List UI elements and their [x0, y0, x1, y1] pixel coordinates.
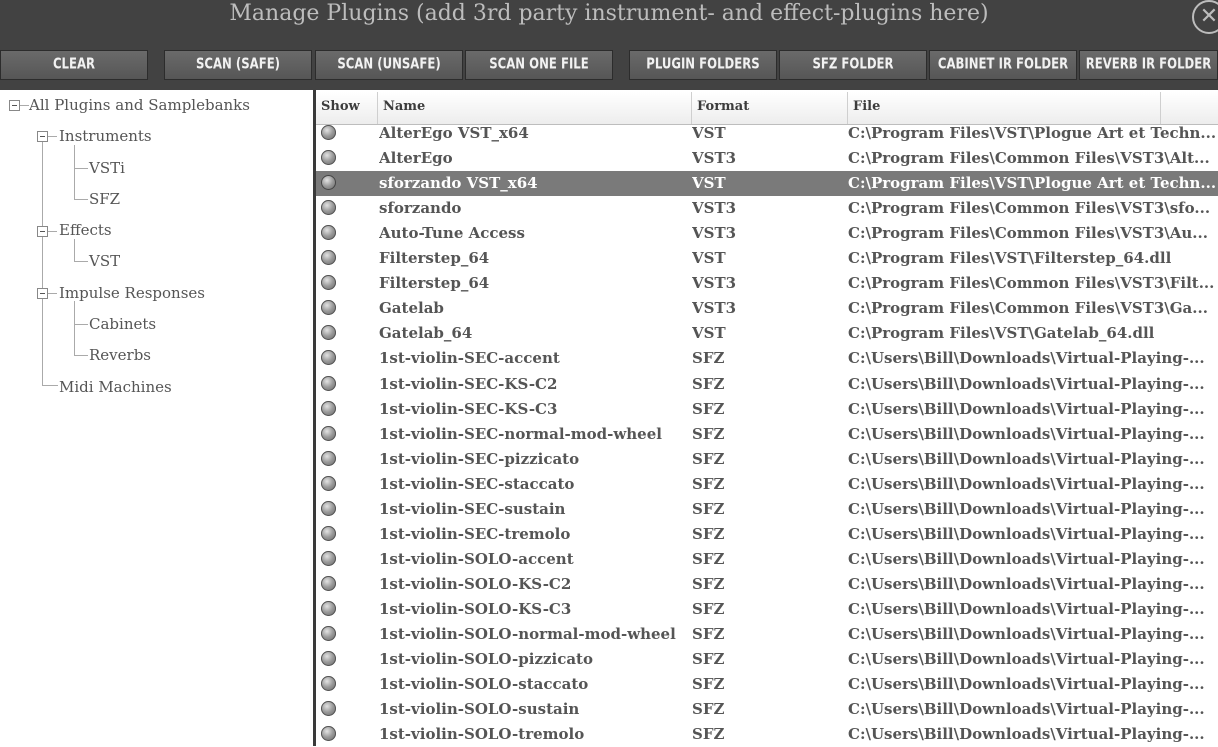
show-toggle-icon[interactable] — [321, 225, 336, 240]
show-toggle-icon[interactable] — [321, 626, 336, 641]
table-row[interactable] — [316, 246, 1218, 271]
show-toggle-icon[interactable] — [321, 676, 336, 691]
show-toggle-icon[interactable] — [321, 200, 336, 215]
plugin-folders-button[interactable]: PLUGIN FOLDERS — [629, 50, 777, 80]
table-row[interactable] — [316, 472, 1218, 497]
show-toggle-icon[interactable] — [321, 451, 336, 466]
table-row[interactable] — [316, 321, 1218, 346]
table-row[interactable] — [316, 597, 1218, 622]
collapse-icon[interactable] — [9, 100, 20, 111]
plugin-tree — [0, 90, 313, 746]
plugin-file-path: C:\Users\Bill\Downloads\Virtual-Playing-... — [848, 549, 1205, 568]
title-bar — [0, 0, 1218, 46]
show-toggle-icon[interactable] — [321, 726, 336, 741]
plugin-format: VST3 — [692, 299, 737, 318]
table-row[interactable] — [316, 171, 1218, 196]
show-toggle-icon[interactable] — [321, 551, 336, 566]
plugin-file-path: C:\Program Files\Common Files\VST3\Alt... — [848, 149, 1210, 168]
plugin-file-path: C:\Users\Bill\Downloads\Virtual-Playing-... — [848, 449, 1205, 468]
show-toggle-icon[interactable] — [321, 150, 336, 165]
plugin-file-path: C:\Users\Bill\Downloads\Virtual-Playing-... — [848, 499, 1205, 518]
plugin-name: 1st-violin-SOLO-sustain — [379, 700, 580, 719]
plugin-format: VST3 — [692, 274, 737, 293]
table-row[interactable] — [316, 271, 1218, 296]
plugin-format: VST3 — [692, 199, 737, 218]
plugin-format: VST3 — [692, 224, 737, 243]
plugin-format: VST — [692, 124, 726, 142]
plugin-name: Filterstep_64 — [379, 274, 490, 293]
show-toggle-icon[interactable] — [321, 325, 336, 340]
collapse-icon[interactable] — [37, 288, 48, 299]
plugin-name: 1st-violin-SOLO-tremolo — [379, 725, 585, 744]
plugin-name: 1st-violin-SEC-KS-C2 — [379, 374, 558, 393]
plugin-name: 1st-violin-SEC-KS-C3 — [379, 399, 558, 418]
show-toggle-icon[interactable] — [321, 476, 336, 491]
tree-item-impulse-responses[interactable]: Impulse Responses — [59, 284, 205, 302]
cabinet-ir-folder-button[interactable]: CABINET IR FOLDER — [929, 50, 1077, 80]
plugin-format: SFZ — [692, 650, 725, 669]
show-toggle-icon[interactable] — [321, 125, 336, 140]
toolbar — [0, 46, 1218, 90]
table-row[interactable] — [316, 647, 1218, 672]
plugin-file-path: C:\Program Files\Common Files\VST3\Filt... — [848, 274, 1215, 293]
plugin-format: SFZ — [692, 349, 725, 368]
column-header-show[interactable]: Show — [316, 92, 378, 124]
plugin-name: sforzando — [379, 199, 462, 218]
tree-item-vst[interactable]: VST — [89, 252, 121, 270]
plugin-file-path: C:\Users\Bill\Downloads\Virtual-Playing-... — [848, 650, 1205, 669]
show-toggle-icon[interactable] — [321, 376, 336, 391]
plugin-format: SFZ — [692, 625, 725, 643]
window-title: Manage Plugins (add 3rd party instrument- and effect-plugins here) — [229, 1, 989, 26]
tree-item-vsti[interactable]: VSTi — [89, 159, 125, 177]
table-row[interactable] — [316, 622, 1218, 647]
plugin-file-path: C:\Program Files\VST\Gatelab_64.dll — [848, 324, 1155, 343]
plugin-file-path: C:\Program Files\Common Files\VST3\sfo... — [848, 199, 1211, 218]
table-row[interactable] — [316, 121, 1218, 146]
plugin-format: VST3 — [692, 149, 737, 168]
plugin-file-path: C:\Users\Bill\Downloads\Virtual-Playing-... — [848, 524, 1205, 543]
column-header-name[interactable]: Name — [378, 92, 692, 124]
tree-item-sfz[interactable]: SFZ — [89, 190, 121, 208]
plugin-file-path: C:\Program Files\VST\Plogue Art et Techn... — [848, 174, 1216, 193]
show-toggle-icon[interactable] — [321, 501, 336, 516]
table-row[interactable] — [316, 196, 1218, 221]
plugin-name: 1st-violin-SOLO-accent — [379, 549, 574, 568]
plugin-file-path: C:\Program Files\Common Files\VST3\Ga... — [848, 299, 1208, 318]
plugin-file-path: C:\Users\Bill\Downloads\Virtual-Playing-... — [848, 349, 1205, 368]
show-toggle-icon[interactable] — [321, 651, 336, 666]
plugin-format: SFZ — [692, 599, 725, 618]
table-row[interactable] — [316, 522, 1218, 547]
plugin-format: SFZ — [692, 675, 725, 694]
plugin-format: SFZ — [692, 499, 725, 518]
plugin-name: AlterEgo VST_x64 — [379, 124, 529, 142]
plugin-format: SFZ — [692, 524, 725, 543]
plugin-file-path: C:\Users\Bill\Downloads\Virtual-Playing-... — [848, 599, 1205, 618]
scan-unsafe-button[interactable]: SCAN (UNSAFE) — [315, 50, 463, 80]
show-toggle-icon[interactable] — [321, 250, 336, 265]
table-row[interactable] — [316, 572, 1218, 597]
tree-item-reverbs[interactable]: Reverbs — [89, 346, 151, 364]
plugin-format: SFZ — [692, 725, 725, 744]
plugin-file-path: C:\Users\Bill\Downloads\Virtual-Playing-... — [848, 374, 1205, 393]
table-row[interactable] — [316, 497, 1218, 522]
collapse-icon[interactable] — [37, 226, 48, 237]
plugin-file-path: C:\Users\Bill\Downloads\Virtual-Playing-... — [848, 574, 1205, 593]
close-icon[interactable]: ✕ — [1192, 0, 1218, 34]
plugin-name: 1st-violin-SOLO-pizzicato — [379, 650, 593, 669]
tree-item-cabinets[interactable]: Cabinets — [89, 315, 157, 333]
show-toggle-icon[interactable] — [321, 350, 336, 365]
plugin-file-path: C:\Users\Bill\Downloads\Virtual-Playing-... — [848, 625, 1205, 643]
plugin-name: 1st-violin-SEC-staccato — [379, 474, 575, 493]
plugin-name: AlterEgo — [379, 149, 453, 168]
tree-item-all[interactable]: All Plugins and Samplebanks — [29, 96, 250, 114]
tree-item-effects[interactable]: Effects — [59, 221, 112, 239]
table-row[interactable] — [316, 346, 1218, 371]
sfz-folder-button[interactable]: SFZ FOLDER — [779, 50, 927, 80]
show-toggle-icon[interactable] — [321, 275, 336, 290]
plugin-file-path: C:\Program Files\VST\Plogue Art et Techn... — [848, 124, 1216, 142]
clear-button[interactable]: CLEAR — [0, 50, 148, 80]
plugin-name: 1st-violin-SEC-accent — [379, 349, 560, 368]
column-header-format[interactable]: Format — [692, 92, 848, 124]
plugin-name: 1st-violin-SEC-tremolo — [379, 524, 571, 543]
plugin-file-path: C:\Users\Bill\Downloads\Virtual-Playing-... — [848, 675, 1205, 694]
reverb-ir-folder-button[interactable]: REVERB IR FOLDER — [1079, 50, 1218, 80]
plugin-table — [316, 90, 1218, 746]
tree-item-midi-machines[interactable]: Midi Machines — [59, 378, 172, 396]
column-header-file[interactable]: File — [848, 92, 1161, 124]
plugin-format: VST — [692, 324, 726, 343]
plugin-name: Gatelab_64 — [379, 324, 473, 343]
plugin-name: Auto-Tune Access — [379, 224, 525, 243]
plugin-name: Gatelab — [379, 299, 444, 318]
table-row[interactable] — [316, 672, 1218, 697]
plugin-file-path: C:\Users\Bill\Downloads\Virtual-Playing-... — [848, 725, 1205, 744]
scan-safe-button[interactable]: SCAN (SAFE) — [164, 50, 312, 80]
plugin-format: VST — [692, 174, 726, 193]
table-row[interactable] — [316, 221, 1218, 246]
plugin-file-path: C:\Users\Bill\Downloads\Virtual-Playing-... — [848, 399, 1205, 418]
scan-one-file-button[interactable]: SCAN ONE FILE — [465, 50, 613, 80]
table-row[interactable] — [316, 296, 1218, 321]
plugin-file-path: C:\Users\Bill\Downloads\Virtual-Playing-... — [848, 424, 1205, 443]
show-toggle-icon[interactable] — [321, 526, 336, 541]
table-row[interactable] — [316, 422, 1218, 447]
show-toggle-icon[interactable] — [321, 401, 336, 416]
tree-item-instruments[interactable]: Instruments — [59, 127, 152, 145]
plugin-file-path: C:\Users\Bill\Downloads\Virtual-Playing-... — [848, 700, 1205, 719]
show-toggle-icon[interactable] — [321, 701, 336, 716]
plugin-name: 1st-violin-SOLO-normal-mod-wheel — [379, 625, 676, 643]
show-toggle-icon[interactable] — [321, 175, 336, 190]
plugin-name: 1st-violin-SEC-sustain — [379, 499, 566, 518]
plugin-name: 1st-violin-SOLO-staccato — [379, 675, 589, 694]
plugin-file-path: C:\Program Files\Common Files\VST3\Au... — [848, 224, 1208, 243]
plugin-format: SFZ — [692, 449, 725, 468]
show-toggle-icon[interactable] — [321, 576, 336, 591]
plugin-format: VST — [692, 249, 726, 268]
plugin-file-path: C:\Users\Bill\Downloads\Virtual-Playing-... — [848, 474, 1205, 493]
plugin-format: SFZ — [692, 424, 725, 443]
plugin-name: 1st-violin-SOLO-KS-C2 — [379, 574, 572, 593]
table-row[interactable] — [316, 372, 1218, 397]
plugin-format: SFZ — [692, 374, 725, 393]
show-toggle-icon[interactable] — [321, 426, 336, 441]
plugin-name: Filterstep_64 — [379, 249, 490, 268]
plugin-name: sforzando VST_x64 — [379, 174, 538, 193]
plugin-format: SFZ — [692, 700, 725, 719]
table-row[interactable] — [316, 547, 1218, 572]
plugin-name: 1st-violin-SEC-pizzicato — [379, 449, 580, 468]
table-row[interactable] — [316, 146, 1218, 171]
table-row[interactable] — [316, 722, 1218, 747]
plugin-name: 1st-violin-SEC-normal-mod-wheel — [379, 424, 662, 443]
table-row[interactable] — [316, 697, 1218, 722]
plugin-format: SFZ — [692, 399, 725, 418]
plugin-format: SFZ — [692, 549, 725, 568]
collapse-icon[interactable] — [37, 131, 48, 142]
plugin-format: SFZ — [692, 474, 725, 493]
show-toggle-icon[interactable] — [321, 601, 336, 616]
table-row[interactable] — [316, 447, 1218, 472]
plugin-file-path: C:\Program Files\VST\Filterstep_64.dll — [848, 249, 1172, 268]
plugin-name: 1st-violin-SOLO-KS-C3 — [379, 599, 572, 618]
plugin-format: SFZ — [692, 574, 725, 593]
show-toggle-icon[interactable] — [321, 300, 336, 315]
table-row[interactable] — [316, 397, 1218, 422]
